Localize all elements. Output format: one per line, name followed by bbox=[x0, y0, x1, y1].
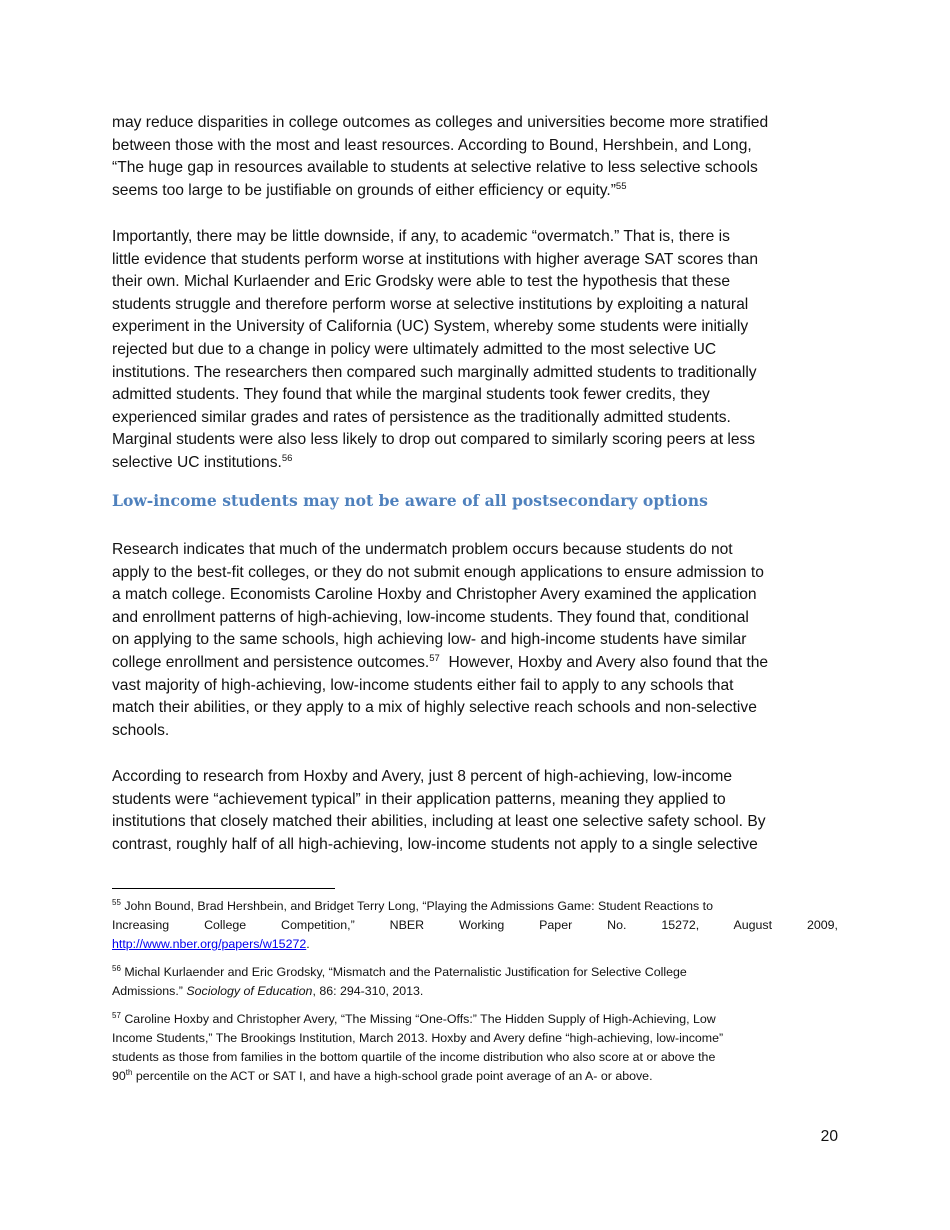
footnote-text: Admissions.” bbox=[112, 984, 187, 998]
text-line: match their abilities, or they apply to a mix of highly selective reach schools and non-selective bbox=[112, 699, 757, 717]
footnote-number: 56 bbox=[112, 963, 121, 973]
text-line: contrast, roughly half of all high-achieving, low-income students not apply to a single selective bbox=[112, 835, 758, 853]
text-line: and enrollment patterns of high-achieving, low-income students. They found that, conditional bbox=[112, 608, 749, 626]
text-line-content: selective UC institutions. bbox=[112, 453, 282, 471]
text-line: Importantly, there may be little downside, if any, to academic “overmatch.” That is, there is bbox=[112, 228, 730, 245]
footnote-text: . bbox=[306, 937, 310, 951]
text-line bbox=[112, 652, 838, 675]
text-line: experienced similar grades and rates of persistence as the traditionally admitted students. bbox=[112, 408, 731, 426]
footnote-line: students as those from families in the bottom quartile of the income distribution who also score at or above the bbox=[112, 1050, 716, 1064]
footnote-line bbox=[112, 1010, 838, 1029]
text-line: a match college. Economists Caroline Hoxby and Christopher Avery examined the application bbox=[112, 586, 757, 604]
text-line: on applying to the same schools, high achieving low- and high-income students have similar bbox=[112, 631, 747, 649]
footnote-55 bbox=[112, 897, 838, 954]
footnote-ref-56[interactable]: 56 bbox=[281, 452, 293, 464]
footnote-ref-57[interactable]: 57 bbox=[429, 652, 440, 664]
footnote-text: John Bound, Brad Hershbein, and Bridget Terry Long, “Playing the Admissions Game: Student Reactions to bbox=[120, 899, 714, 913]
text-line: Research indicates that much of the undermatch problem occurs because students do not bbox=[112, 541, 733, 558]
footnote-56 bbox=[112, 963, 838, 1001]
footnote-line bbox=[112, 935, 838, 954]
text-line: rejected but due to a change in policy were ultimately admitted to the most selective UC bbox=[112, 340, 717, 358]
text-line: students were “achievement typical” in their application patterns, meaning they applied to bbox=[112, 790, 726, 808]
footnote-text: 90 bbox=[112, 1069, 126, 1083]
ordinal-suffix: th bbox=[125, 1067, 133, 1077]
paragraph-1 bbox=[112, 112, 838, 202]
footnote-number: 55 bbox=[112, 897, 121, 907]
text-line-content: college enrollment and persistence outcomes. bbox=[112, 653, 430, 671]
text-line: vast majority of high-achieving, low-income students either fail to apply to any schools that bbox=[112, 676, 734, 694]
text-line-content: seems too large to be justifiable on grounds of either efficiency or equity.” bbox=[112, 181, 616, 199]
paragraph-2 bbox=[112, 226, 838, 475]
section-heading: Low-income students may not be aware of all postsecondary options bbox=[112, 491, 708, 510]
paragraph-3 bbox=[112, 539, 838, 742]
text-line: little evidence that students perform worse at institutions with higher average SAT scores than bbox=[112, 250, 759, 268]
footnote-line bbox=[112, 897, 838, 916]
footnote-line bbox=[112, 963, 838, 982]
text-line: institutions that closely matched their abilities, including at least one selective safety school. By bbox=[112, 813, 766, 831]
footnote-number: 57 bbox=[112, 1010, 121, 1020]
text-line: According to research from Hoxby and Avery, just 8 percent of high-achieving, low-income bbox=[112, 768, 733, 785]
text-line: Marginal students were also less likely to drop out compared to similarly scoring peers at less bbox=[112, 431, 756, 449]
footnote-text: Michal Kurlaender and Eric Grodsky, “Mismatch and the Paternalistic Justification for Selective College bbox=[120, 965, 687, 979]
text-line: apply to the best-fit colleges, or they do not submit enough applications to ensure admission to bbox=[112, 563, 764, 581]
text-line bbox=[112, 180, 838, 203]
footnote-text: , 86: 294-310, 2013. bbox=[312, 984, 424, 998]
journal-title: Sociology of Education bbox=[186, 984, 313, 998]
text-line-content: However, Hoxby and Avery also found that the bbox=[439, 653, 769, 671]
text-line bbox=[112, 452, 838, 475]
footnote-line: Income Students,” The Brookings Institution, March 2013. Hoxby and Avery define “high-achieving, low-income” bbox=[112, 1031, 724, 1045]
footnote-57 bbox=[112, 1010, 838, 1086]
footnote-ref-55[interactable]: 55 bbox=[615, 180, 627, 192]
text-line: institutions. The researchers then compared such marginally admitted students to traditionally bbox=[112, 363, 757, 381]
text-line: their own. Michal Kurlaender and Eric Grodsky were able to test the hypothesis that these bbox=[112, 273, 731, 291]
text-line: may reduce disparities in college outcomes as colleges and universities become more stratified bbox=[112, 114, 769, 131]
text-line: students struggle and therefore perform worse at selective institutions by exploiting a natural bbox=[112, 295, 749, 313]
text-line: experiment in the University of California (UC) System, whereby some students were initially bbox=[112, 318, 749, 336]
nber-link[interactable]: http://www.nber.org/papers/w15272 bbox=[112, 937, 307, 951]
text-line: schools. bbox=[112, 721, 170, 739]
paragraph-4 bbox=[112, 766, 838, 856]
text-line: admitted students. They found that while the marginal students took fewer credits, they bbox=[112, 386, 710, 404]
footnote-line bbox=[112, 1067, 838, 1086]
footnote-separator bbox=[112, 888, 335, 889]
text-line: between those with the most and least resources. According to Bound, Hershbein, and Long, bbox=[112, 136, 752, 154]
page-number: 20 bbox=[820, 1128, 838, 1145]
footnote-text: percentile on the ACT or SAT I, and have a high-school grade point average of an A- or above. bbox=[132, 1069, 653, 1083]
text-line: “The huge gap in resources available to students at selective relative to less selective schools bbox=[112, 159, 758, 177]
footnote-text: Caroline Hoxby and Christopher Avery, “The Missing “One-Offs:” The Hidden Supply of High-Achieving, Low bbox=[120, 1012, 716, 1026]
footnote-line bbox=[112, 982, 838, 1001]
footnote-line: Increasing College Competition,” NBER Working Paper No. 15272, August 2009, bbox=[112, 918, 838, 932]
